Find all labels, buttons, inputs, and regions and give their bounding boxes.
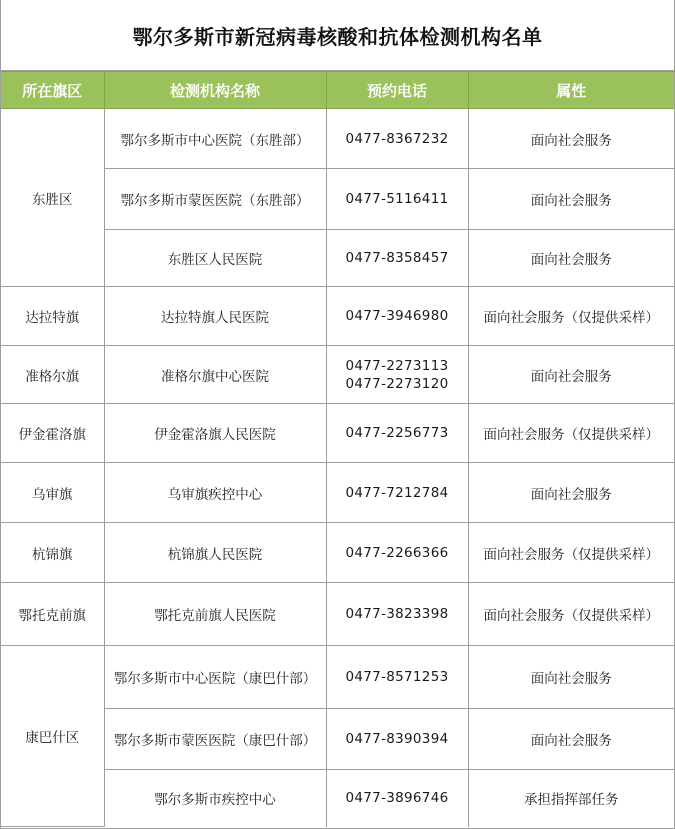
region-cell: 达拉特旗 (1, 287, 104, 346)
institution-name-cell: 杭锦旗人民医院 (104, 523, 326, 583)
institution-name-cell: 鄂尔多斯市疾控中心 (104, 770, 326, 827)
institution-name-cell: 伊金霍洛旗人民医院 (104, 404, 326, 463)
table-row (1, 404, 674, 463)
region-cell: 鄂托克前旗 (1, 583, 104, 646)
attribute-cell: 面向社会服务 (468, 346, 674, 404)
table-row (1, 523, 674, 583)
institution-name-cell: 东胜区人民医院 (104, 230, 326, 287)
region-cell: 康巴什区 (1, 646, 104, 827)
phone-cell (326, 230, 468, 287)
attribute-cell: 面向社会服务 (468, 463, 674, 523)
phone-number: 0477-3823398 (345, 606, 449, 622)
phone-cell (326, 109, 468, 169)
region-cell: 伊金霍洛旗 (1, 404, 104, 463)
institution-name-cell: 鄂尔多斯市蒙医医院（东胜部） (104, 169, 326, 230)
attribute-cell: 面向社会服务（仅提供采样） (468, 404, 674, 463)
phone-cell (326, 583, 468, 646)
table-row (1, 109, 674, 169)
region-cell: 乌审旗 (1, 463, 104, 523)
phone-cell (326, 463, 468, 523)
table-row (1, 346, 674, 404)
phone-cell (326, 523, 468, 583)
phone-cell (326, 169, 468, 230)
phone-number: 0477-5116411 (345, 191, 449, 207)
institution-table (1, 71, 674, 827)
institution-name-cell: 鄂尔多斯市蒙医医院（康巴什部） (104, 709, 326, 770)
institution-name-cell: 鄂尔多斯市中心医院（东胜部） (104, 109, 326, 169)
region-cell: 东胜区 (1, 109, 104, 287)
phone-number: 0477-8367232 (345, 130, 449, 147)
table-row (1, 463, 674, 523)
phone-cell (326, 287, 468, 346)
phone-number: 0477-8571253 (345, 669, 449, 685)
phone-cell (326, 709, 468, 770)
page-title: 鄂尔多斯市新冠病毒核酸和抗体检测机构名单 (132, 24, 543, 49)
institution-name-cell: 乌审旗疾控中心 (104, 463, 326, 523)
title-row (1, 0, 674, 71)
phone-cell (326, 404, 468, 463)
attribute-cell: 承担指挥部任务 (468, 770, 674, 827)
attribute-cell: 面向社会服务 (468, 646, 674, 709)
header-region: 所在旗区 (1, 72, 104, 109)
institution-name-cell: 准格尔旗中心医院 (104, 346, 326, 404)
attribute-cell: 面向社会服务（仅提供采样） (468, 523, 674, 583)
header-institution: 检测机构名称 (104, 72, 326, 109)
institution-name-cell: 鄂托克前旗人民医院 (104, 583, 326, 646)
phone-number: 0477-2266366 (345, 544, 449, 561)
phone-cell (326, 346, 468, 404)
table-row (1, 583, 674, 646)
header-attribute: 属性 (468, 72, 674, 109)
phone-number: 0477-7212784 (345, 484, 449, 501)
institution-name-cell: 达拉特旗人民医院 (104, 287, 326, 346)
region-cell: 准格尔旗 (1, 346, 104, 404)
region-cell: 杭锦旗 (1, 523, 104, 583)
header-phone: 预约电话 (326, 72, 468, 109)
phone-number: 0477-3896746 (345, 790, 449, 807)
phone-number: 0477-8390394 (345, 731, 449, 747)
phone-cell (326, 646, 468, 709)
attribute-cell: 面向社会服务（仅提供采样） (468, 583, 674, 646)
attribute-cell: 面向社会服务 (468, 169, 674, 230)
attribute-cell: 面向社会服务 (468, 109, 674, 169)
table-body (1, 109, 674, 827)
phone-number: 0477-2273120 (345, 375, 449, 392)
attribute-cell: 面向社会服务 (468, 230, 674, 287)
table-row (1, 287, 674, 346)
phone-number: 0477-3946980 (345, 308, 449, 324)
attribute-cell: 面向社会服务 (468, 709, 674, 770)
attribute-cell: 面向社会服务（仅提供采样） (468, 287, 674, 346)
phone-number: 0477-8358457 (345, 250, 449, 266)
header-row (1, 72, 674, 109)
phone-number: 0477-2256773 (345, 425, 449, 441)
institution-name-cell: 鄂尔多斯市中心医院（康巴什部） (104, 646, 326, 709)
phone-cell (326, 770, 468, 827)
phone-number: 0477-2273113 (345, 357, 449, 374)
table-row (1, 646, 674, 709)
